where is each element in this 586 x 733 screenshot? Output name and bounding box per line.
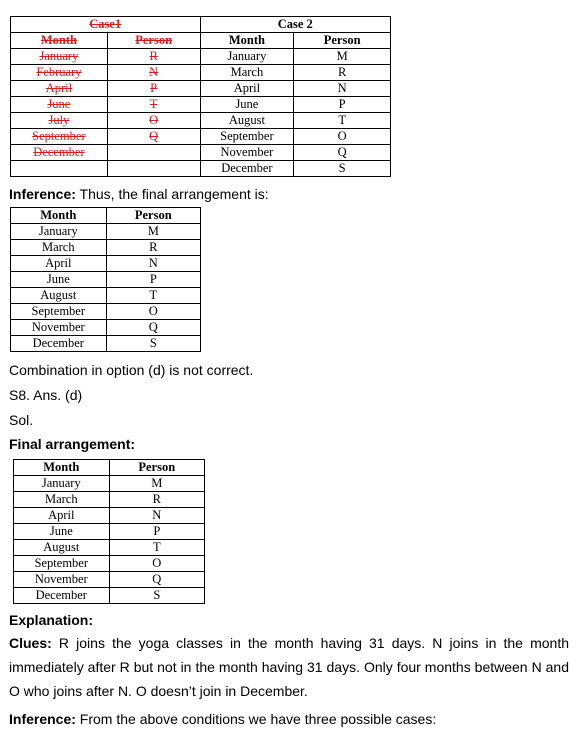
person-header: Person [109, 460, 204, 476]
person-cell: N [109, 508, 204, 524]
case1-person-cell: O [107, 113, 200, 129]
case2-person-header: Person [294, 33, 391, 49]
case1-person-cell: P [107, 81, 200, 97]
case2-person-cell: P [294, 97, 391, 113]
case1-month-cell: January [11, 49, 108, 65]
person-cell: O [109, 556, 204, 572]
case2-person-cell: S [294, 161, 391, 177]
person-cell: P [106, 272, 200, 288]
table-row [11, 97, 391, 113]
month-cell: September [11, 304, 107, 320]
clues-paragraph [9, 631, 569, 703]
person-cell: R [109, 492, 204, 508]
table-row [11, 336, 201, 352]
month-header: Month [11, 208, 107, 224]
final-table-1 [10, 207, 201, 352]
case1-month-cell: February [11, 65, 108, 81]
table-row [11, 304, 201, 320]
person-cell: T [106, 288, 200, 304]
month-cell: August [14, 540, 110, 556]
table-row [14, 492, 205, 508]
case1-title: Case1 [11, 17, 201, 33]
month-cell: November [11, 320, 107, 336]
case2-month-header: Month [200, 33, 294, 49]
month-cell: November [14, 572, 110, 588]
person-cell: N [106, 256, 200, 272]
month-cell: August [11, 288, 107, 304]
inference-label: Inference: [9, 711, 76, 727]
case1-person-cell: R [107, 49, 200, 65]
case2-month-cell: June [200, 97, 294, 113]
final-arrangement-heading: Final arrangement: [9, 436, 136, 452]
case2-title: Case 2 [200, 17, 391, 33]
inference-line-1 [9, 186, 269, 202]
case1-month-cell: July [11, 113, 108, 129]
case2-person-cell: R [294, 65, 391, 81]
person-cell: Q [109, 572, 204, 588]
case2-month-cell: December [200, 161, 294, 177]
person-cell: P [109, 524, 204, 540]
case2-person-cell: Q [294, 145, 391, 161]
person-cell: S [106, 336, 200, 352]
case-table [10, 16, 391, 177]
table-row [11, 240, 201, 256]
month-cell: December [14, 588, 110, 604]
case-header-row [11, 33, 391, 49]
sol-text: Sol. [9, 412, 34, 428]
table-header-row [14, 460, 205, 476]
case2-month-cell: August [200, 113, 294, 129]
case1-person-cell: T [107, 97, 200, 113]
table-row [11, 256, 201, 272]
case1-month-cell: April [11, 81, 108, 97]
month-cell: March [11, 240, 107, 256]
explanation-heading: Explanation: [9, 612, 94, 628]
answer-text: S8. Ans. (d) [9, 387, 83, 403]
month-header: Month [14, 460, 110, 476]
case2-month-cell: January [200, 49, 294, 65]
month-cell: March [14, 492, 110, 508]
month-cell: April [14, 508, 110, 524]
person-cell: M [109, 476, 204, 492]
table-row [14, 476, 205, 492]
month-cell: June [11, 272, 107, 288]
person-cell: T [109, 540, 204, 556]
clues-label: Clues: [9, 635, 52, 651]
person-cell: S [109, 588, 204, 604]
case2-person-cell: M [294, 49, 391, 65]
case1-month-cell: June [11, 97, 108, 113]
table-row [11, 81, 391, 97]
case-title-row [11, 17, 391, 33]
inference-text: From the above conditions we have three possible cases: [75, 711, 437, 727]
case2-person-cell: O [294, 129, 391, 145]
table-row [11, 145, 391, 161]
case2-month-cell: November [200, 145, 294, 161]
month-cell: December [11, 336, 107, 352]
person-cell: Q [106, 320, 200, 336]
combination-text: Combination in option (d) is not correct. [9, 362, 254, 378]
table-row [14, 572, 205, 588]
case1-person-header: Person [107, 33, 200, 49]
case1-person-cell [107, 145, 200, 161]
table-row [11, 224, 201, 240]
person-cell: M [106, 224, 200, 240]
inference-text: Thus, the final arrangement is: [75, 186, 269, 202]
month-cell: April [11, 256, 107, 272]
table-row [14, 508, 205, 524]
month-cell: June [14, 524, 110, 540]
case1-empty-cell [11, 161, 108, 177]
person-cell: O [106, 304, 200, 320]
case1-person-cell: Q [107, 129, 200, 145]
table-row [14, 540, 205, 556]
case2-month-cell: April [200, 81, 294, 97]
clues-text: R joins the yoga classes in the month having 31 days. N joins in the month immediately after R but not in the month having 31 days. Only four months between N and O who joins after N. O doesn’t join in December. [9, 635, 569, 699]
case2-month-cell: March [200, 65, 294, 81]
table-header-row [11, 208, 201, 224]
table-row [11, 129, 391, 145]
person-cell: R [106, 240, 200, 256]
month-cell: January [11, 224, 107, 240]
table-row [14, 524, 205, 540]
case2-person-cell: T [294, 113, 391, 129]
final-table-2 [13, 459, 205, 604]
table-row [11, 65, 391, 81]
inference-label: Inference: [9, 186, 76, 202]
month-cell: January [14, 476, 110, 492]
case1-month-cell: September [11, 129, 108, 145]
case1-month-header: Month [11, 33, 108, 49]
table-row [11, 272, 201, 288]
month-cell: September [14, 556, 110, 572]
inference-line-2 [9, 711, 436, 727]
table-row [11, 49, 391, 65]
case1-person-cell: N [107, 65, 200, 81]
table-row [14, 588, 205, 604]
table-row [14, 556, 205, 572]
table-row [11, 161, 391, 177]
case1-empty-cell [107, 161, 200, 177]
person-header: Person [106, 208, 200, 224]
table-row [11, 320, 201, 336]
case2-person-cell: N [294, 81, 391, 97]
case1-month-cell: December [11, 145, 108, 161]
case2-month-cell: September [200, 129, 294, 145]
table-row [11, 113, 391, 129]
table-row [11, 288, 201, 304]
